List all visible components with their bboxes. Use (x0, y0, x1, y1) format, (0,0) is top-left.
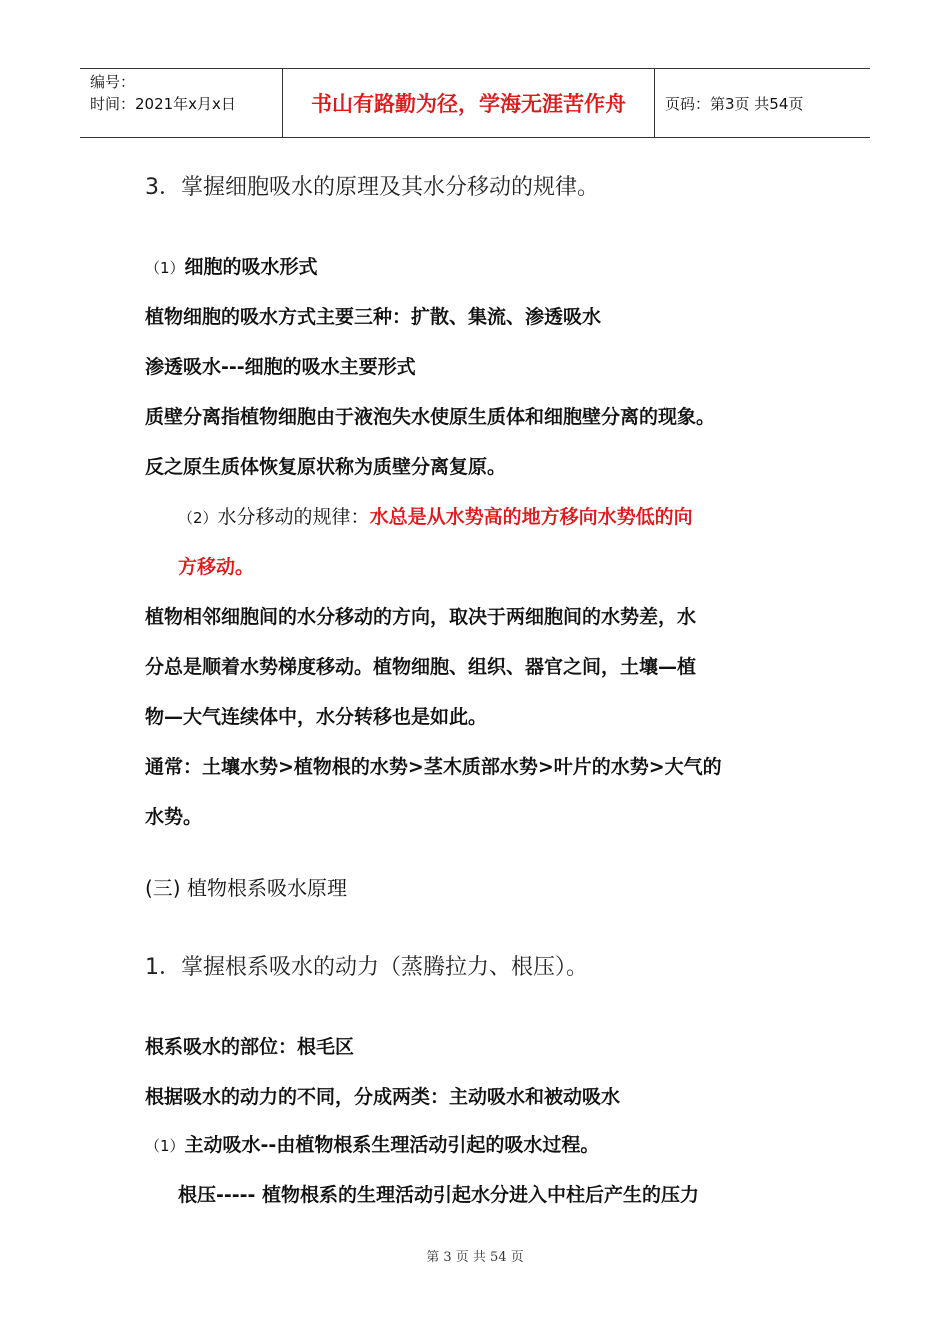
paragraph-osmotic: 渗透吸水---细胞的吸水主要形式 (145, 356, 416, 378)
section-three-title: (三) 植物根系吸水原理 (145, 876, 347, 900)
subsection-2-number: （2） (178, 509, 218, 527)
paragraph-plasmolysis: 质壁分离指植物细胞由于液泡失水使原生质体和细胞壁分离的现象。 (145, 406, 716, 428)
water-rule-line1: 水总是从水势高的地方移向水势低的向 (369, 506, 693, 528)
section-1-title: 1．掌握根系吸水的动力（蒸腾拉力、根压）。 (145, 955, 588, 980)
paragraph-two-types: 根据吸水的动力的不同，分成两类：主动吸水和被动吸水 (145, 1086, 621, 1108)
paragraph-absorption-modes: 植物细胞的吸水方式主要三种：扩散、集流、渗透吸水 (145, 306, 602, 328)
subsection-active-heading (145, 1130, 599, 1157)
section-3-title: 3．掌握细胞吸水的原理及其水分移动的规律。 (145, 175, 599, 200)
water-rule-line2: 方移动。 (178, 556, 255, 578)
paragraph-movement-l2: 分总是顺着水势梯度移动。植物细胞、组织、器官之间，土壤—植 (145, 656, 697, 678)
paragraph-deplasmolysis: 反之原生质体恢复原状称为质壁分离复原。 (145, 456, 507, 478)
subsection-2-text: 水分移动的规律： (217, 506, 370, 528)
page-footer: 第 3 页 共 54 页 (426, 1250, 524, 1265)
paragraph-root-hair: 根系吸水的部位：根毛区 (145, 1036, 355, 1058)
header-motto: 书山有路勤为径，学海无涯苦作舟 (282, 69, 655, 137)
subsection-1-heading (145, 252, 318, 279)
subsection-1-number: （1） (145, 259, 185, 277)
header-page-info: 页码：第3页 共54页 (665, 94, 804, 113)
paragraph-movement-l3: 物—大气连续体中，水分转移也是如此。 (145, 706, 488, 728)
paragraph-root-pressure: 根压----- 植物根系的生理活动引起水分进入中柱后产生的压力 (178, 1184, 700, 1206)
header-number: 编号： (90, 73, 136, 91)
subsection-active-text: 主动吸水--由植物根系生理活动引起的吸水过程。 (184, 1134, 600, 1156)
page-header (80, 68, 870, 138)
subsection-1-text: 细胞的吸水形式 (184, 256, 318, 278)
paragraph-movement-l1: 植物相邻细胞间的水分移动的方向，取决于两细胞间的水势差，水 (145, 606, 697, 628)
header-meta (80, 69, 282, 137)
subsection-active-number: （1） (145, 1137, 185, 1155)
header-date: 时间：2021年x月x日 (90, 95, 236, 113)
subsection-2-heading (178, 502, 693, 529)
paragraph-potential-order-l1: 通常：土壤水势>植物根的水势>茎木质部水势>叶片的水势>大气的 (145, 756, 722, 778)
paragraph-potential-order-l2: 水势。 (145, 806, 203, 828)
